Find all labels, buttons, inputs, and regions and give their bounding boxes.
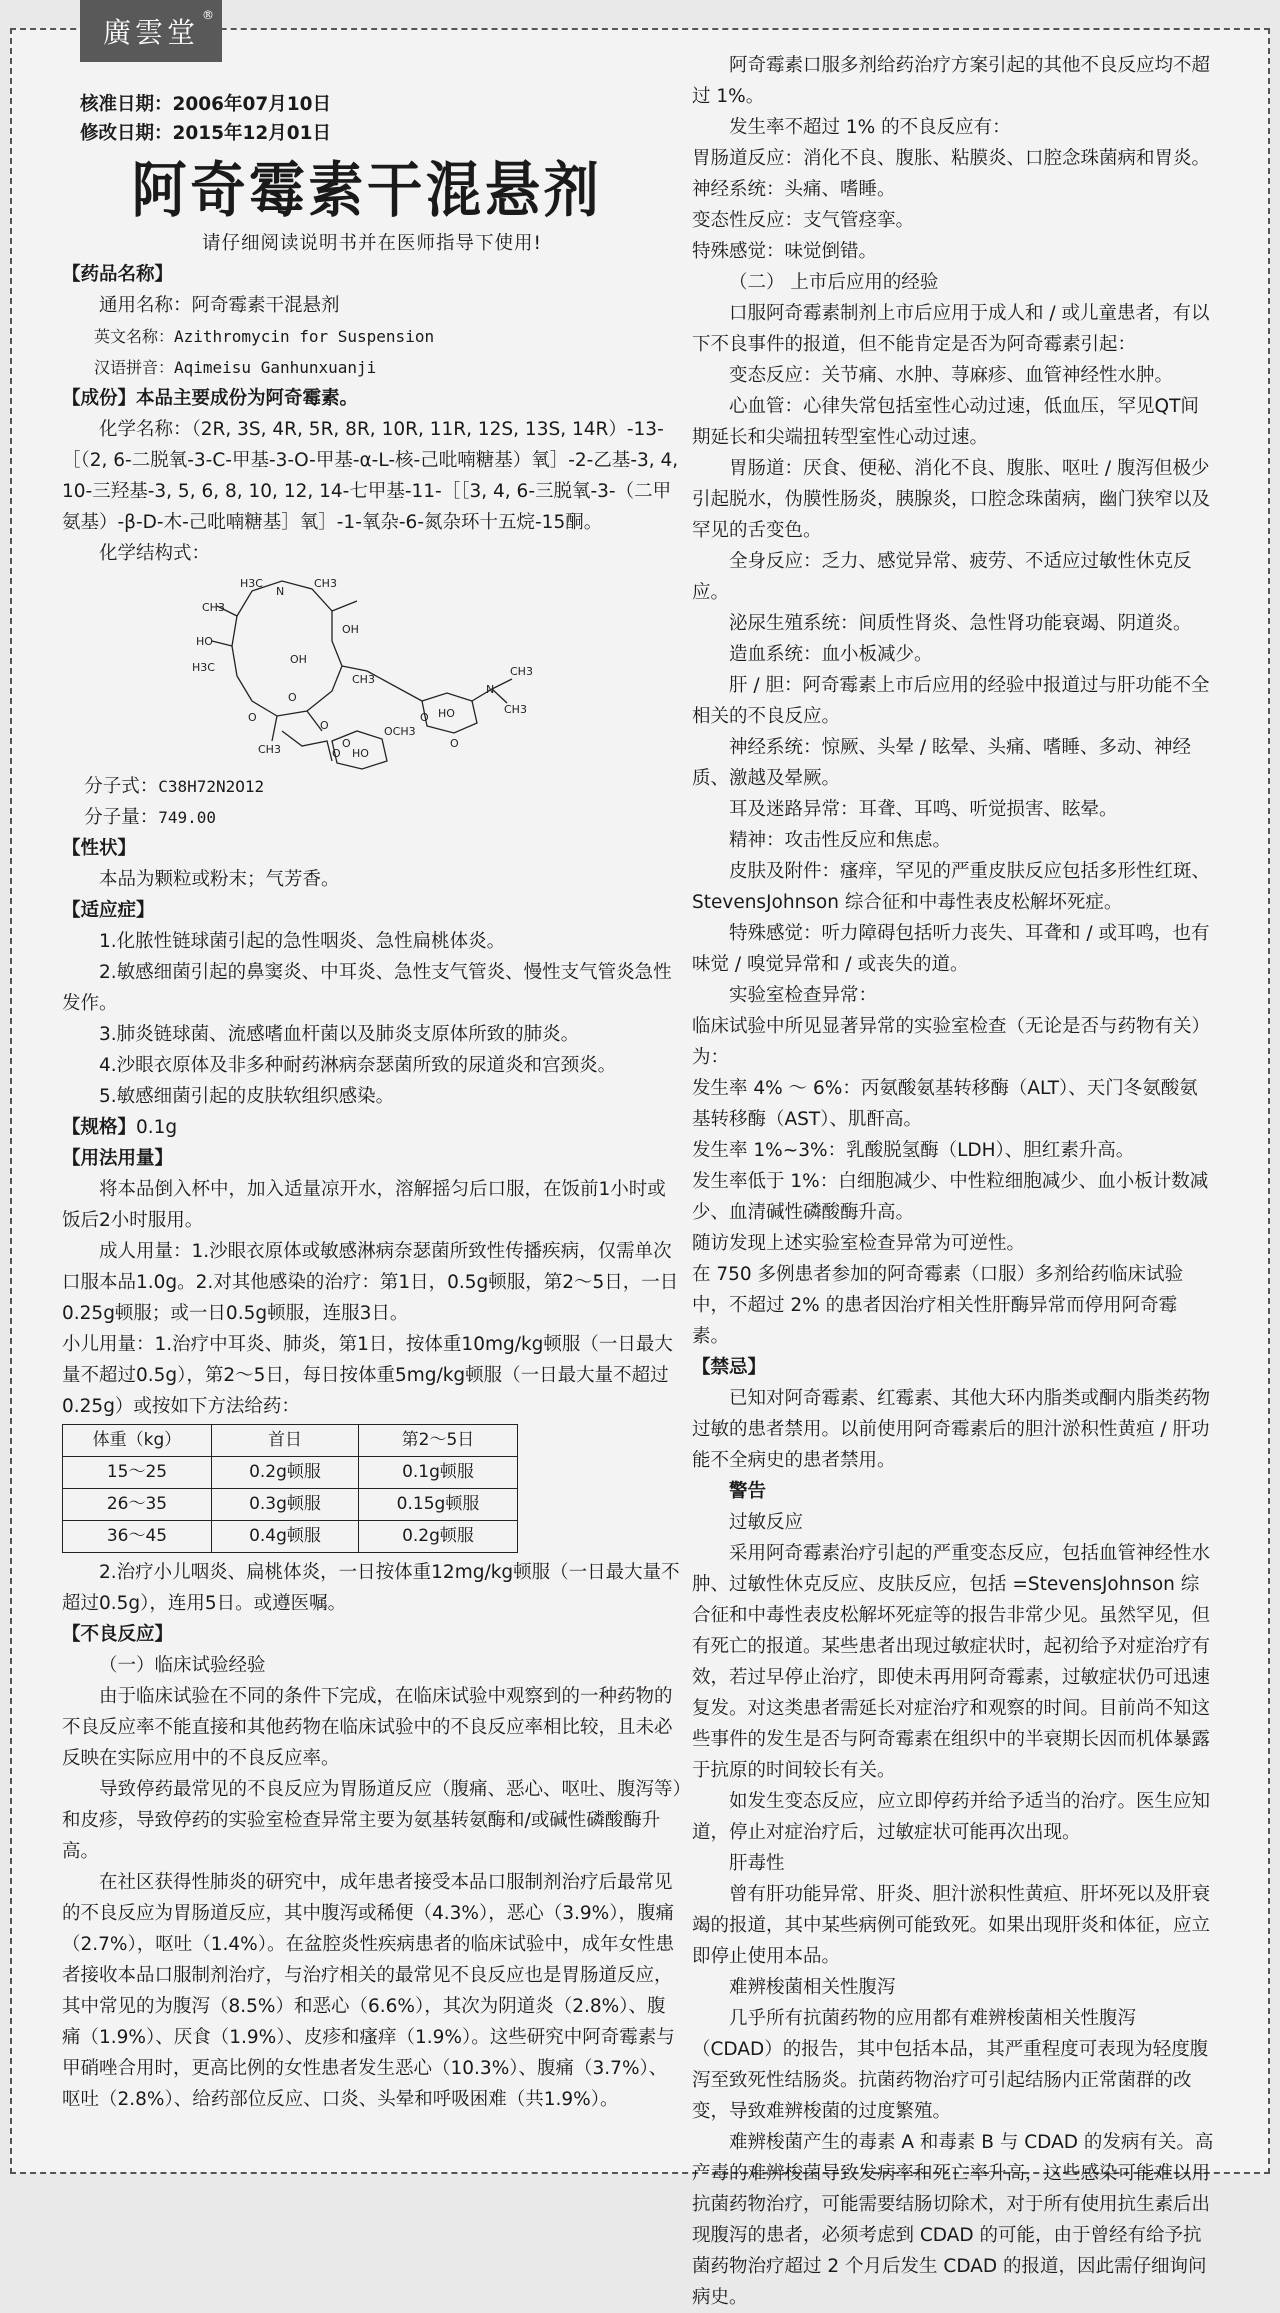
formula-row [62, 771, 682, 802]
table-cell: 0.1g顿服 [359, 1457, 518, 1489]
table-cell: 0.15g顿服 [359, 1489, 518, 1521]
spec-value: 0.1g [136, 1117, 178, 1138]
market-m8: 肝 / 胆：阿奇霉素上市后应用的经验中报道过与肝功能不全相关的不良反应。 [692, 675, 1210, 727]
struct-label: CH3 [504, 703, 527, 716]
table-row [63, 1521, 518, 1553]
adverse-r4: 神经系统：头痛、嗜睡。 [692, 179, 896, 200]
subtitle: 请仔细阅读说明书并在医师指导下使用! [202, 233, 542, 254]
formula-label: 分子式： [84, 776, 159, 797]
generic-name: 通用名称：阿奇霉素干混悬剂 [99, 295, 340, 316]
struct-label: O [332, 747, 341, 760]
struct-label: N [276, 585, 285, 598]
table-row [63, 1489, 518, 1521]
struct-label: N [486, 683, 495, 696]
drug-name-heading: 【药品名称】 [62, 264, 174, 285]
adult-dose: 成人用量：1.沙眼衣原体或敏感淋病奈瑟菌所致性传播疾病，仅需单次口服本品1.0g。2.对其他感染的治疗：第1日，0.5g顿服，第2～5日，一日0.25g顿服；或一日0.5g顿服，连服3日。 [62, 1241, 679, 1324]
weight-value: 749.00 [158, 808, 216, 827]
ring-bonds [212, 601, 367, 741]
warnings-heading: 警告 [729, 1481, 767, 1502]
adverse-sub1: （一）临床试验经验 [99, 1655, 266, 1676]
market-m12: 皮肤及附件：瘙痒，罕见的严重皮肤反应包括多形性红斑、StevensJohnson 综合征和中毒性表皮松解坏死症。 [692, 861, 1211, 913]
struct-label: CH3 [352, 673, 375, 686]
allergy-title: 过敏反应 [729, 1512, 804, 1533]
child-dose-2: 2.治疗小儿咽炎、扁桃体炎，一日按体重12mg/kg顿服（一日最大量不超过0.5g），连用5日。或遵医嘱。 [62, 1562, 680, 1614]
struct-label: CH3 [258, 743, 281, 756]
market-m3: 心血管：心律失常包括室性心动过速，低血压，罕见QT间期延长和尖端扭转型室性心动过速。 [692, 396, 1199, 448]
adverse-r3: 胃肠道反应：消化不良、腹胀、粘膜炎、口腔念珠菌病和胃炎。 [692, 148, 1211, 169]
weight-row [62, 802, 682, 833]
spec-heading: 【规格】 [62, 1117, 137, 1138]
struct-label: O [320, 719, 329, 732]
chemical-structure [102, 571, 682, 771]
adverse-p3: 在社区获得性肺炎的研究中，成年患者接受本品口服制剂治疗后最常见的不良反应为胃肠道反应，其中腹泻或稀便（4.3%），恶心（3.9%），腹痛（2.7%），呕吐（1.4%）。在盆腔炎性疾病患者的临床试验中，成年女性患者接收本品口服制剂治疗，与治疗相关的最常见不良反应也是胃肠道反应，其中常见的为腹泻（8.5%）和恶心（6.6%），其次为阴道炎（2.8%）、腹痛（1.9%）、厌食（1.9%）、皮疹和瘙痒（1.9%）。这些研究中阿奇霉素与甲硝唑合用时，更高比例的女性患者发生恶心（10.3%）、腹痛（3.7%）、呕吐（2.8%）、给药部位反应、口炎、头晕和呼吸困难（共1.9%）。 [62, 1872, 675, 2110]
spec-row [62, 1112, 682, 1143]
market-m13: 特殊感觉：听力障碍包括听力丧失、耳聋和 / 或耳鸣，也有味觉 / 嗅觉异常和 / 或丧失的道。 [692, 923, 1210, 975]
adverse-p1: 由于临床试验在不同的条件下完成，在临床试验中观察到的一种药物的不良反应率不能直接和其他药物在临床试验中的不良反应率相比较，且未必反映在实际应用中的不良反应率。 [62, 1686, 673, 1769]
indication-item: 4.沙眼衣原体及非多种耐药淋病奈瑟菌所致的尿道炎和宫颈炎。 [99, 1055, 617, 1076]
adverse-r6: 特殊感觉：味觉倒错。 [692, 241, 878, 262]
market-m1: 口服阿奇霉素制剂上市后应用于成人和 / 或儿童患者，有以下不良事件的报道，但不能肯定是否为阿奇霉素引起： [692, 303, 1210, 355]
table-cell: 0.2g顿服 [212, 1457, 359, 1489]
struct-label: O [420, 711, 429, 724]
contra-heading: 【禁忌】 [692, 1357, 767, 1378]
table-header-row [63, 1425, 518, 1457]
adverse-sub2: （二） 上市后应用的经验 [729, 272, 939, 293]
adverse-heading: 【不良反应】 [62, 1624, 174, 1645]
struct-label: CH3 [314, 577, 337, 590]
market-m11: 精神：攻击性反应和焦虑。 [729, 830, 952, 851]
struct-label: H3C [240, 577, 263, 590]
usage-intro: 将本品倒入杯中，加入适量凉开水，溶解摇匀后口服，在饭前1小时或饭后2小时服用。 [62, 1179, 666, 1231]
indication-item: 3.肺炎链球菌、流感嗜血杆菌以及肺炎支原体所致的肺炎。 [99, 1024, 580, 1045]
indication-item: 5.敏感细菌引起的皮肤软组织感染。 [99, 1086, 395, 1107]
lab-5: 随访发现上述实验室检查异常为可逆性。 [692, 1233, 1026, 1254]
adverse-r1: 阿奇霉素口服多剂给药治疗方案引起的其他不良反应均不超过 1%。 [692, 55, 1211, 107]
struct-label: OH [342, 623, 359, 636]
lab-1: 临床试验中所见显著异常的实验室检查（无论是否与药物有关）为： [692, 1016, 1211, 1068]
adverse-p2: 导致停药最常见的不良反应为胃肠道反应（腹痛、恶心、呕吐、腹泻等）和皮疹，导致停药的实验室检查异常主要为氨基转氨酶和/或碱性磷酸酶升高。 [62, 1779, 682, 1862]
market-m4: 胃肠道：厌食、便秘、消化不良、腹胀、呕吐 / 腹泻但极少引起脱水，伪膜性肠炎，胰腺炎，口腔念珠菌病，幽门狭窄以及罕见的舌变色。 [692, 458, 1211, 541]
table-header: 第2～5日 [359, 1425, 518, 1457]
table-header: 体重（kg） [63, 1425, 212, 1457]
struct-label: O [288, 691, 297, 704]
properties-text: 本品为颗粒或粉末；气芳香。 [99, 869, 340, 890]
market-m10: 耳及迷路异常：耳聋、耳鸣、听觉损害、眩晕。 [729, 799, 1118, 820]
allergy-1: 采用阿奇霉素治疗引起的严重变态反应，包括血管神经性水肿、过敏性休克反应、皮肤反应，包括 =StevensJohnson 综合征和中毒性表皮松解坏死症等的报告非常少见。虽然罕见，但有死亡的报道。某些患者出现过敏症状时，起初给予对症治疗有效，若过早停止治疗，即使未再用阿奇霉素，过敏症状仍可迅速复发。对这类患者需延长对症治疗和观察的时间。目前尚不知这些事件的发生是否与阿奇霉素在组织中的半衰期长因而机体暴露于抗原的时间较长有关。 [692, 1543, 1211, 1781]
properties-heading: 【性状】 [62, 838, 137, 859]
structure-label: 化学结构式： [99, 543, 211, 564]
adverse-r2: 发生率不超过 1% 的不良反应有： [729, 117, 1011, 138]
child-dose: 小儿用量：1.治疗中耳炎、肺炎，第1日，按体重10mg/kg顿服（一日最大量不超过0.5g），第2～5日，每日按体重5mg/kg顿服（一日最大量不超过0.25g）或按如下方法给药： [62, 1334, 673, 1417]
struct-label: OCH3 [384, 725, 416, 738]
struct-label: OH [290, 653, 307, 666]
approval-date: 核准日期：2006年07月10日 [80, 94, 331, 115]
dose-table [62, 1424, 518, 1553]
drug-title: 阿奇霉素干混悬剂 [131, 156, 603, 226]
table-cell: 36～45 [63, 1521, 212, 1553]
english-name: 英文名称：Azithromycin for Suspension [94, 327, 435, 346]
struct-label: CH3 [510, 665, 533, 678]
struct-label: O [450, 737, 459, 750]
liver-title: 肝毒性 [729, 1853, 785, 1874]
market-m6: 泌尿生殖系统：间质性肾炎、急性肾功能衰竭、阴道炎。 [729, 613, 1192, 634]
macrolide-ring [232, 581, 342, 716]
lab-6: 在 750 多例患者参加的阿奇霉素（口服）多剂给药临床试验中，不超过 2% 的患者因治疗相关性肝酶异常而停用阿奇霉素。 [692, 1264, 1184, 1347]
table-cell: 15～25 [63, 1457, 212, 1489]
brand-name: 廣雲堂 [102, 16, 199, 49]
usage-heading: 【用法用量】 [62, 1148, 174, 1169]
cdad-title: 难辨梭菌相关性腹泻 [729, 1977, 896, 1998]
dates-block [62, 90, 682, 148]
struct-label: HO [196, 635, 213, 648]
indication-item: 1.化脓性链球菌引起的急性咽炎、急性扁桃体炎。 [99, 931, 506, 952]
struct-label: HO [438, 707, 455, 720]
lab-4: 发生率低于 1%：白细胞减少、中性粒细胞减少、血小板计数减少、血清碱性磷酸酶升高。 [692, 1171, 1209, 1223]
lab-2: 发生率 4% ～ 6%：丙氨酸氨基转移酶（ALT）、天门冬氨酸氨基转移酶（AST）、肌酐高。 [692, 1078, 1198, 1130]
contra-text: 已知对阿奇霉素、红霉素、其他大环内脂类或酮内脂类药物过敏的患者禁用。以前使用阿奇霉素后的胆汁淤积性黄疸 / 肝功能不全病史的患者禁用。 [692, 1388, 1211, 1471]
struct-label: H3C [192, 661, 215, 674]
liver-text: 曾有肝功能异常、肝炎、胆汁淤积性黄疸、肝坏死以及肝衰竭的报道，其中某些病例可能致死。如果出现肝炎和体征，应立即停止使用本品。 [692, 1884, 1211, 1967]
struct-label: O [248, 711, 257, 724]
chemical-name: 化学名称：（2R, 3S, 4R, 5R, 8R, 10R, 11R, 12S, 13S, 14R）-13-［（2, 6-二脱氧-3-C-甲基-3-O-甲基-α-L-核-己吡喃糖基）氧］-2-乙基-3, 4, 10-三羟基-3, 5, 6, 8, 10, 12, 14-七甲基-11-［［3, 4, 6-三脱氧-3-（二甲氨基）-β-D-木-己吡喃糖基］氧］-1-氧杂-6-氮杂环十五烷-15酮。 [62, 419, 679, 533]
indication-item: 2.敏感细菌引起的鼻窦炎、中耳炎、急性支气管炎、慢性支气管炎急性发作。 [62, 962, 672, 1014]
struct-label: O [342, 737, 351, 750]
table-cell: 0.3g顿服 [212, 1489, 359, 1521]
market-m5: 全身反应：乏力、感觉异常、疲劳、不适应过敏性休克反应。 [692, 551, 1192, 603]
adverse-r5: 变态性反应：支气管痉挛。 [692, 210, 915, 231]
struct-label: HO [352, 747, 369, 760]
allergy-2: 如发生变态反应，应立即停药并给予适当的治疗。医生应知道，停止对症治疗后，过敏症状可能再次出现。 [692, 1791, 1211, 1843]
formula-value: C38H72N2O12 [158, 777, 265, 796]
cdad-2: 难辨梭菌产生的毒素 A 和毒素 B 与 CDAD 的发病有关。高产毒的难辨梭菌导致发病率和死亡率升高，这些感染可能难以用抗菌药物治疗，可能需要结肠切除术，对于所有使用抗生素后出现腹泻的患者，必须考虑到 CDAD 的可能，由于曾经有给予抗菌药物治疗超过 2 个月后发生 CDAD 的报道，因此需仔细询问病史。 [692, 2132, 1214, 2308]
structure-diagram [192, 571, 552, 771]
table-header: 首日 [212, 1425, 359, 1457]
weight-label: 分子量： [84, 807, 159, 828]
revision-date: 修改日期：2015年12月01日 [80, 123, 331, 144]
struct-label: CH3 [202, 601, 225, 614]
right-column [692, 50, 1214, 2313]
left-column [62, 50, 682, 2115]
registered-mark: ® [202, 8, 214, 22]
table-row [63, 1457, 518, 1489]
composition-heading: 【成份】本品主要成份为阿奇霉素。 [62, 388, 359, 409]
market-m2: 变态反应：关节痛、水肿、荨麻疹、血管神经性水肿。 [729, 365, 1174, 386]
market-m7: 造血系统：血小板减少。 [729, 644, 933, 665]
table-cell: 0.2g顿服 [359, 1521, 518, 1553]
lab-title: 实验室检查异常： [729, 985, 878, 1006]
table-cell: 26～35 [63, 1489, 212, 1521]
table-cell: 0.4g顿服 [212, 1521, 359, 1553]
pinyin-name: 汉语拼音：Aqimeisu Ganhunxuanji [94, 358, 377, 377]
market-m9: 神经系统：惊厥、头晕 / 眩晕、头痛、嗜睡、多动、神经质、激越及晕厥。 [692, 737, 1191, 789]
cdad-1: 几乎所有抗菌药物的应用都有难辨梭菌相关性腹泻（CDAD）的报告，其中包括本品，其严重程度可表现为轻度腹泻至致死性结肠炎。抗菌药物治疗可引起结肠内正常菌群的改变，导致难辨梭菌的过度繁殖。 [692, 2008, 1209, 2122]
lab-3: 发生率 1%~3%：乳酸脱氢酶（LDH）、胆红素升高。 [692, 1140, 1135, 1161]
indications-heading: 【适应症】 [62, 900, 155, 921]
